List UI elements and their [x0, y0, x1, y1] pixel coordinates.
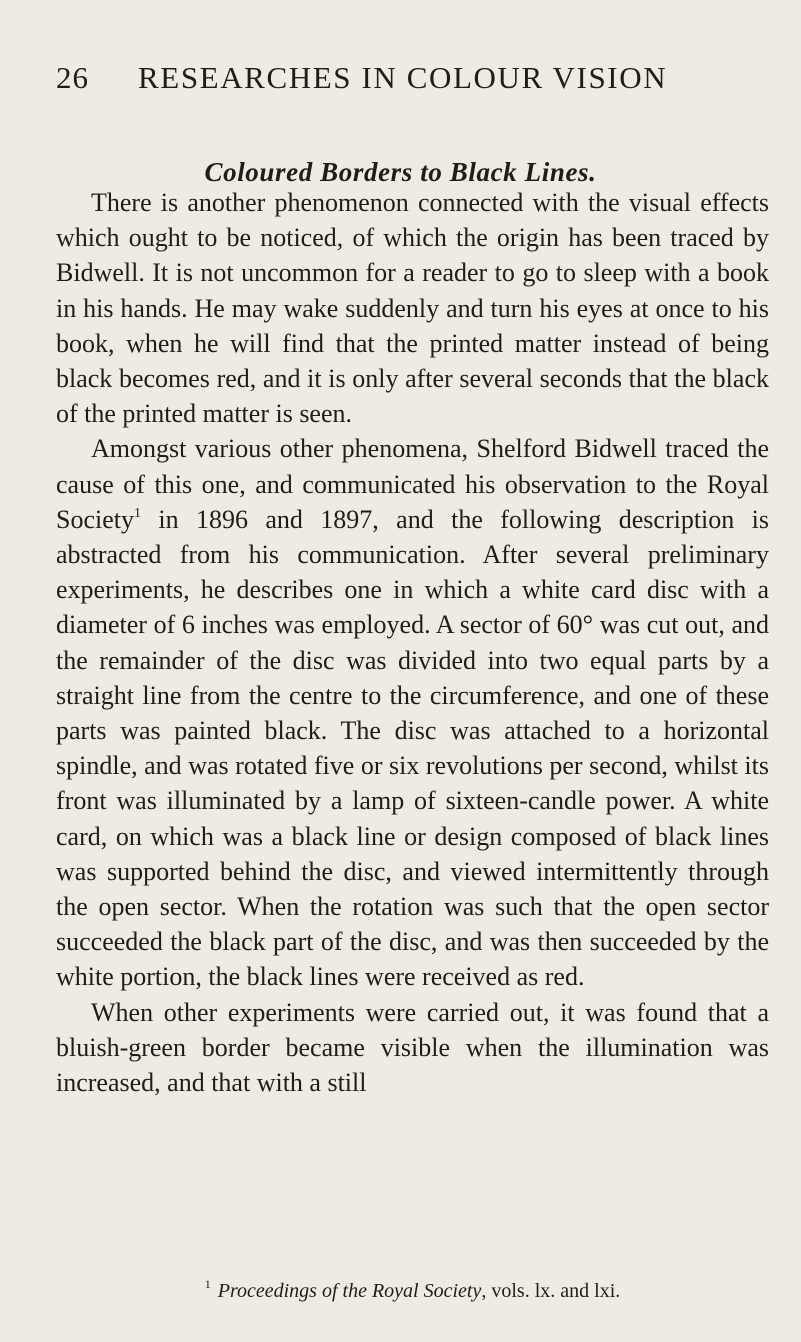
running-title: RESEARCHES IN COLOUR VISION [138, 60, 668, 95]
body-text [56, 185, 769, 1100]
paragraph-2 [56, 431, 769, 994]
footnote-text: , vols. lx. and lxi. [481, 1280, 621, 1302]
footnote [56, 1271, 769, 1304]
paragraph-3: When other experiments were carried out, it was found that a bluish-green border became visible when the illumination was increased, and that with a still [56, 997, 769, 1098]
paragraph-2-after-note: in 1896 and 1897, and the following description is abstracted from his communication. After several preliminary experiments, he describes one in which a white card disc with a diameter of 6 inches was employed. A sector of 60° was cut out, and the remainder of the disc was divided into two equal parts by a straight line from the centre to the circumference, and one of these parts was painted black. The disc was attached to a horizontal spindle, and was rotated five or six revolutions per second, whilst its front was illuminated by a lamp of sixteen-candle power. A white card, on which was a black line or design composed of black lines was supported behind the disc, and viewed intermittently through the open sector. When the rotation was such that the open sector succeeded the black part of the disc, and was then succeeded by the white portion, the black lines were received as red. [56, 504, 769, 992]
footnote-reference: 1 [134, 505, 141, 521]
page-number: 26 [56, 60, 89, 95]
paragraph-1: There is another phenomenon connected with the visual effects which ought to be noticed, of which the origin has been traced by Bidwell. It is not uncommon for a reader to go to sleep with a book in his hands. He may wake suddenly and turn his eyes at once to his book, when he will find that the printed matter instead of being black becomes red, and it is only after several seconds that the black of the printed matter is seen. [56, 188, 769, 429]
paragraph-2-before-note: Amongst various other phenomena, Shelford Bidwell traced the cause of this one, and communicated his observation to the Royal Society [56, 434, 769, 534]
footnote-marker: 1 [204, 1277, 211, 1291]
section-title: Coloured Borders to Black Lines. [204, 157, 597, 188]
footnote-title: Proceedings of the Royal Society [217, 1280, 482, 1302]
running-header [56, 58, 704, 98]
